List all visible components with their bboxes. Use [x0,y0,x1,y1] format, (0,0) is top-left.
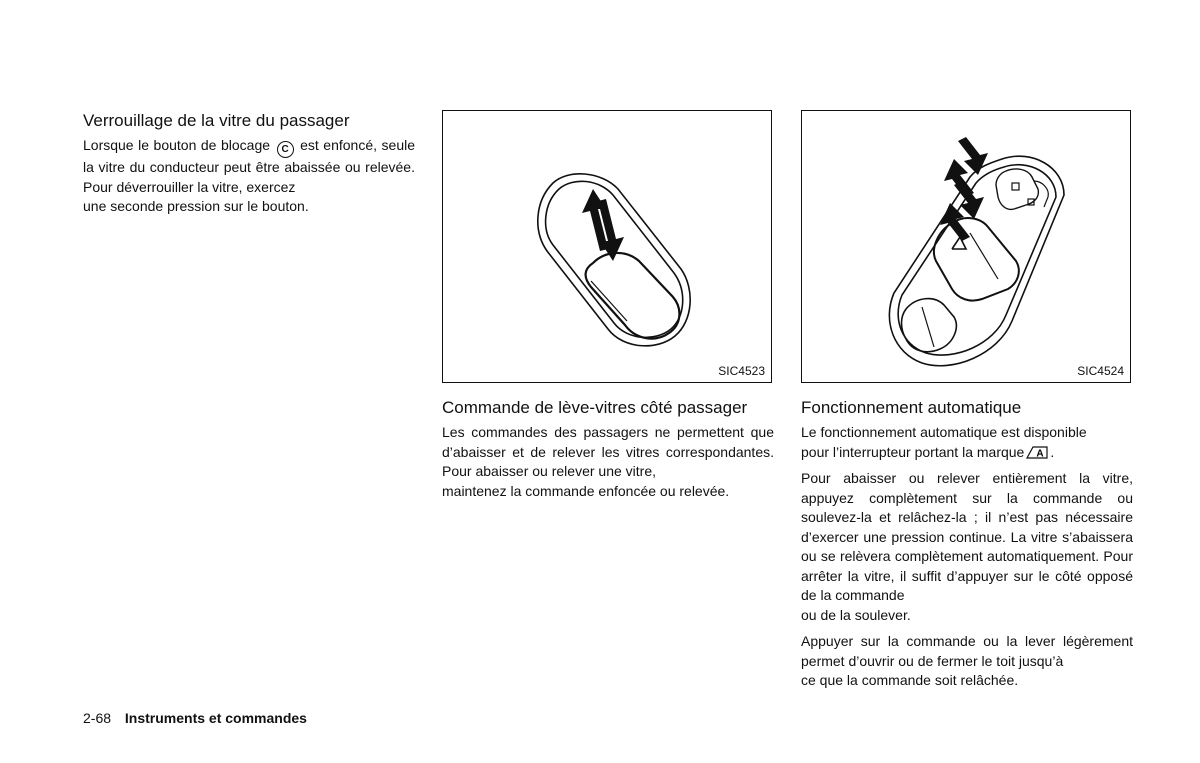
auto-a-mark-icon [1026,446,1048,459]
top-switch-buttons [996,169,1038,209]
driver-window-switch [934,218,1019,300]
paragraph-automatic-operation [801,469,1133,625]
text-part: maintenez la commande enfoncée ou relevée. [442,482,730,499]
driver-switch-panel-illustration [802,111,1132,384]
text-part: Appuyer sur la commande ou la lever légèrement permet d’ouvrir ou de fermer le toit jusqu’à [801,633,1133,669]
figure-driver-switch [801,110,1131,383]
text-part: pour l’interrupteur portant la marque [801,443,1025,460]
paragraph-passenger-window-lock [83,136,415,217]
page-number: 2-68 [83,710,112,726]
text-part: Pour abaisser ou relever entièrement la vitre, appuyez complètement sur la commande ou soulevez-la et relâchez-la ; il n’est pas nécessaire d’exercer une pression continue. La vitre s’abaissera ou se relèvera complètement automatiquement. Pour arrêter la vitre, il suffit d’appuyer sur le côté opposé de la commande [801,470,1133,603]
switch-divider [970,233,998,279]
text-part: . [1050,443,1055,460]
text-part: ce que la commande soit relâchée. [801,672,1019,688]
paragraph-automatic-availability [801,423,1133,462]
paragraph-roof-operation [801,632,1133,691]
text-part: Lorsque le bouton de blocage [83,137,271,153]
paragraph-passenger-window-switch [442,423,774,501]
section-title: Instruments et commandes [124,710,307,726]
text-part: ou de la soulever. [801,606,911,623]
heading-passenger-window-switch: Commande de lève-vitres côté passager [442,398,748,417]
heading-passenger-window-lock: Verrouillage de la vitre du passager [83,111,350,130]
switch-housing-outline [538,174,690,346]
lock-symbols-icon [1012,183,1034,205]
middle-column [442,110,774,508]
figure-code: SIC4523 [718,364,765,378]
figure-passenger-switch [442,110,772,383]
lock-button-c-icon: C [277,141,294,158]
text-part: est enfoncé, seule la vitre du conducteur peut être abaissée ou relevée. Pour déverrouiller la vitre, exercez [83,137,416,195]
switch-paddle [586,253,680,339]
rear-window-switches [902,299,957,352]
panel-inner [898,165,1056,355]
auto-symbol-letter: A [1036,448,1044,459]
text-part: une seconde pression sur le bouton. [83,198,309,214]
left-column [83,110,415,224]
right-column [801,110,1133,698]
text-part-line [801,443,1133,463]
passenger-switch-illustration [443,111,773,384]
text-part: Le fonctionnement automatique est disponible [801,424,1087,440]
heading-automatic-operation: Fonctionnement automatique [801,398,1022,417]
page-footer [83,710,307,726]
text-part: Les commandes des passagers ne permettent que d’abaisser et de relever les vitres correspondantes. Pour abaisser ou relever une vitre, [442,424,774,479]
figure-code: SIC4524 [1077,364,1124,378]
